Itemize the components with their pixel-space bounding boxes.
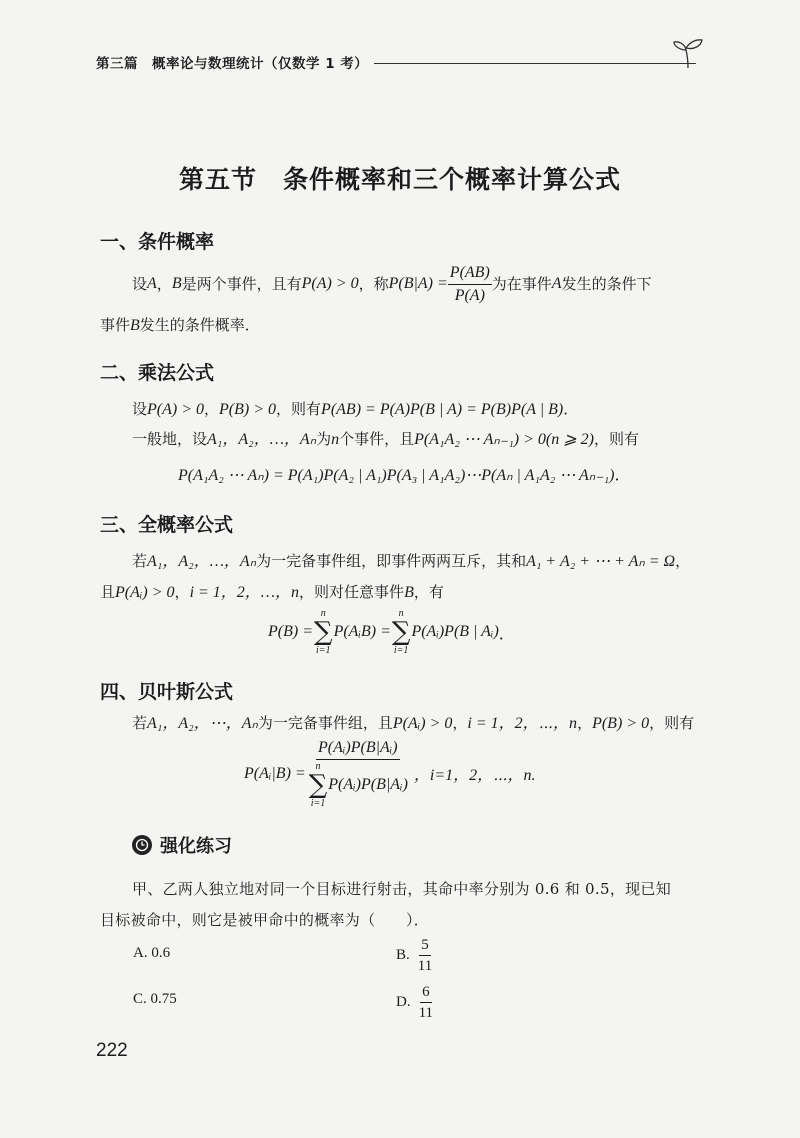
practice-header: [132, 832, 232, 858]
math: P(B) > 0: [219, 401, 277, 418]
text: 为一完备事件组，即事件两两互斥，其和: [256, 552, 527, 570]
s4-line1: [132, 712, 694, 735]
fraction: [416, 936, 434, 975]
math: P(B|A) =: [388, 275, 448, 292]
numerator: 6: [420, 983, 432, 1003]
s2-general-formula: [178, 462, 631, 485]
math: P(Aᵢ)P(B | Aᵢ): [411, 623, 499, 640]
math: A₁，A₂，…，Aₙ: [207, 431, 317, 448]
math: B: [171, 275, 182, 292]
text: 个事件，且: [339, 430, 415, 448]
math: n: [331, 431, 340, 448]
math: P(Aᵢ) > 0: [115, 584, 175, 601]
fraction: [417, 983, 435, 1022]
heading-conditional-probability: 一、条件概率: [100, 231, 215, 253]
question-line2: 目标被命中，则它是被甲命中的概率为（ ）．: [100, 911, 430, 929]
text: 为: [316, 430, 332, 448]
sum-lower: i=1: [316, 645, 331, 656]
math: A: [147, 275, 157, 292]
s1-line2: [100, 314, 260, 337]
text: ，则有: [649, 714, 695, 732]
math: P(A₁A₂ ⋯ Aₙ₋₁) > 0(n ⩾ 2): [414, 431, 594, 448]
text: ，则有: [593, 430, 639, 448]
text: 为在事件: [491, 275, 552, 293]
math: P(Aᵢ)P(B|Aᵢ): [328, 776, 408, 793]
s2-line1: [132, 398, 578, 421]
text: 设: [132, 275, 148, 293]
text: ，: [174, 583, 190, 601]
math: P(Aᵢ|B) =: [244, 764, 306, 782]
text: 设: [132, 400, 148, 418]
page-number: 222: [96, 1040, 128, 1061]
text: ．: [614, 465, 631, 484]
sprout-icon: [668, 30, 708, 70]
text: 发生的条件概率．: [139, 316, 260, 334]
math: ，i=1，2，⋯，n.: [413, 767, 536, 784]
text: ，: [204, 400, 220, 418]
summation: [309, 761, 328, 809]
math: P(A) > 0: [147, 401, 205, 418]
denominator: 11: [418, 1005, 434, 1021]
running-header: [96, 50, 696, 74]
math: A: [551, 275, 562, 292]
sigma-icon: ∑: [314, 617, 333, 647]
clock-icon: [132, 835, 152, 855]
sigma-icon: ∑: [391, 617, 411, 647]
text: 是两个事件，且有: [181, 275, 302, 293]
math: B: [130, 317, 140, 334]
text: ，则对任意事件: [299, 583, 405, 601]
option-b: [396, 936, 434, 975]
sum-upper: n: [398, 608, 404, 619]
text: ，: [452, 714, 468, 732]
question-line1: 甲、乙两人独立地对同一个目标进行射击，其命中率分别为 0.6 和 0.5，现已知: [132, 880, 672, 898]
math: P(B) =: [268, 623, 313, 640]
math: P(AᵢB) =: [333, 623, 391, 640]
summation: [314, 608, 333, 656]
text: 发生的条件下: [561, 275, 652, 293]
heading-total-probability: 三、全概率公式: [100, 514, 234, 536]
section-title: 第五节 条件概率和三个概率计算公式: [178, 165, 621, 194]
numerator: P(Aᵢ)P(B|Aᵢ): [316, 738, 400, 760]
math: A₁，A₂，…，Aₙ: [147, 553, 257, 570]
text: 为一完备事件组，且: [257, 714, 393, 732]
s3-formula: [268, 608, 515, 656]
practice-title: 强化练习: [160, 836, 232, 857]
text: ．: [563, 400, 579, 418]
heading-bayes-formula: 四、贝叶斯公式: [100, 681, 234, 703]
math: A₁ + A₂ + ⋯ + Aₙ = Ω: [526, 553, 676, 570]
numerator: 5: [419, 936, 431, 956]
text: ．: [498, 623, 515, 643]
text: 事件: [100, 316, 131, 334]
fraction: [306, 738, 410, 809]
sum-lower: i=1: [393, 645, 409, 656]
sum-upper: n: [315, 761, 321, 772]
denominator: P(A): [454, 286, 485, 304]
denominator: 11: [417, 958, 433, 974]
text: 一般地，设: [132, 430, 208, 448]
denominator: [306, 760, 410, 809]
text: ，称: [358, 275, 389, 293]
math: i = 1，2，…，n: [189, 584, 300, 601]
header-label: 第三篇 概率论与数理统计（仅数学 1 考）: [96, 56, 369, 72]
math: P(AB) = P(A)P(B | A) = P(B)P(A | B): [321, 401, 564, 418]
s3-line2: [100, 581, 444, 604]
text: 若: [132, 714, 148, 732]
sum-upper: n: [320, 608, 326, 619]
option-label: B.: [396, 947, 410, 963]
text: ，: [577, 714, 593, 732]
option-d: [396, 983, 435, 1022]
s4-formula: [244, 738, 536, 809]
math: A₁，A₂，⋯，Aₙ: [147, 715, 258, 732]
s3-line1: [132, 550, 690, 573]
summation: [392, 608, 411, 656]
sum-lower: i=1: [310, 798, 326, 809]
text: ，: [675, 552, 691, 570]
text: ，: [156, 275, 172, 293]
math: i = 1，2，⋯，n: [467, 715, 578, 732]
heading-multiplication-formula: 二、乘法公式: [100, 362, 215, 384]
math: P(A) > 0: [301, 275, 359, 292]
s2-line2: [132, 428, 639, 451]
option-label: D.: [396, 994, 411, 1010]
math: P(B) > 0: [592, 715, 650, 732]
option-a: A. 0.6: [133, 945, 171, 961]
text: 若: [132, 552, 148, 570]
text: ，有: [413, 583, 444, 601]
math: B: [404, 584, 414, 601]
text: 且: [100, 583, 116, 601]
s1-line1: [132, 262, 652, 306]
fraction: [448, 263, 492, 306]
header-rule: [374, 63, 696, 64]
math: P(A₁A₂ ⋯ Aₙ) = P(A₁)P(A₂ | A₁)P(A₃ | A₁A₂)⋯P(Aₙ | A₁A₂ ⋯ Aₙ₋₁): [178, 467, 615, 484]
numerator: P(AB): [448, 263, 492, 285]
text: ，则有: [276, 400, 322, 418]
math: P(Aᵢ) > 0: [392, 715, 453, 732]
sigma-icon: ∑: [308, 770, 328, 800]
option-c: C. 0.75: [133, 991, 177, 1007]
